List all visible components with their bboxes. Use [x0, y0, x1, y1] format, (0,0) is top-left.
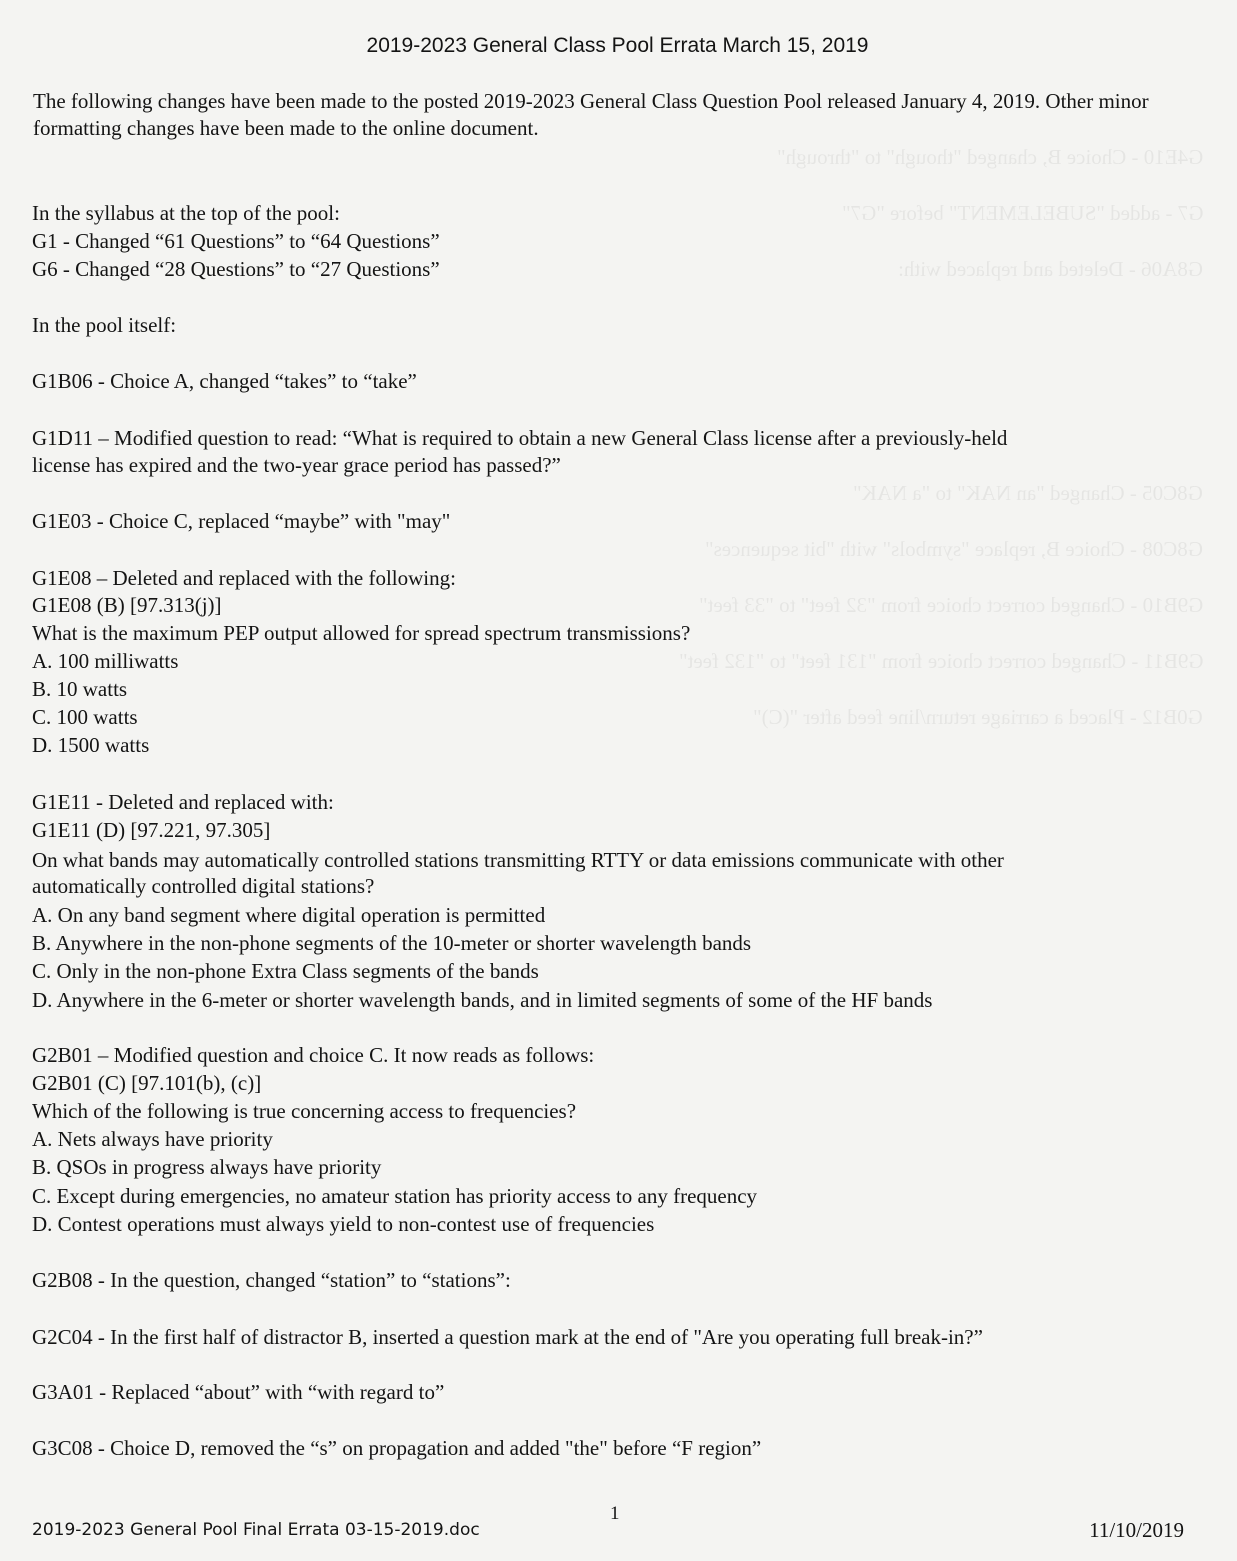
erratum-g2b01-choice-b: B. QSOs in progress always have priority: [32, 1155, 382, 1179]
erratum-g2b01-note: G2B01 – Modified question and choice C. It now reads as follows:: [32, 1043, 595, 1067]
erratum-g1e08-choice-c: C. 100 watts: [32, 705, 138, 729]
syllabus-g6: G6 - Changed “28 Questions” to “27 Questions”: [32, 257, 440, 281]
pool-heading: In the pool itself:: [32, 313, 177, 337]
erratum-g2b01-id: G2B01 (C) [97.101(b), (c)]: [32, 1071, 262, 1095]
erratum-g1e08-choice-d: D. 1500 watts: [32, 733, 150, 757]
erratum-g2c04: G2C04 - In the first half of distractor B, inserted a question mark at the end of "Are you operating full break-in?”: [32, 1325, 983, 1349]
erratum-g2b01-choice-c: C. Except during emergencies, no amateur station has priority access to any frequency: [32, 1184, 758, 1208]
show-through-text: G8C05 - Changed "an NAK" to "a NAK": [853, 481, 1203, 505]
erratum-g1e11-choice-c: C. Only in the non-phone Extra Class segments of the bands: [32, 959, 539, 983]
syllabus-heading: In the syllabus at the top of the pool:: [32, 201, 340, 225]
erratum-g1e11-question-line1: On what bands may automatically controlled stations transmitting RTTY or data emissions communicate with other: [32, 848, 1004, 872]
erratum-g1e11-question-line2: automatically controlled digital stations?: [32, 874, 375, 898]
erratum-g2b01-choice-d: D. Contest operations must always yield to non-contest use of frequencies: [32, 1212, 655, 1236]
footer-filename: 2019-2023 General Pool Final Errata 03-15-2019.doc: [32, 1520, 480, 1540]
erratum-g1e11-choice-d: D. Anywhere in the 6-meter or shorter wavelength bands, and in limited segments of some of the HF bands: [32, 988, 933, 1012]
erratum-g2b08: G2B08 - In the question, changed “station” to “stations”:: [32, 1268, 511, 1292]
erratum-g1e11-choice-b: B. Anywhere in the non-phone segments of the 10-meter or shorter wavelength bands: [32, 931, 752, 955]
page-title: 2019-2023 General Class Pool Errata March 15, 2019: [366, 34, 869, 57]
erratum-g1e08-id: G1E08 (B) [97.313(j)]: [32, 593, 222, 617]
show-through-text: G8A06 - Deleted and replaced with:: [898, 257, 1203, 281]
erratum-g1e11-id: G1E11 (D) [97.221, 97.305]: [32, 818, 271, 842]
syllabus-g1: G1 - Changed “61 Questions” to “64 Questions”: [32, 229, 440, 253]
erratum-g1d11-line1: G1D11 – Modified question to read: “What is required to obtain a new General Class license after a previously-held: [32, 426, 1008, 450]
show-through-text: G4E10 - Choice B, changed "though" to "through": [776, 145, 1203, 169]
erratum-g1e08-note: G1E08 – Deleted and replaced with the following:: [32, 566, 456, 590]
erratum-g1e11-note: G1E11 - Deleted and replaced with:: [32, 790, 334, 814]
erratum-g2b01-choice-a: A. Nets always have priority: [32, 1127, 273, 1151]
erratum-g2b01-question: Which of the following is true concerning access to frequencies?: [32, 1099, 577, 1123]
show-through-text: G8C08 - Choice B, replace "symbols" with "bit sequences": [705, 537, 1203, 561]
intro-paragraph: The following changes have been made to the posted 2019-2023 General Class Question Pool released January 4, 2019. Other minor formatting changes have been made to the online document.: [33, 89, 1149, 140]
erratum-g3c08: G3C08 - Choice D, removed the “s” on propagation and added "the" before “F region”: [32, 1436, 762, 1460]
erratum-g3a01: G3A01 - Replaced “about” with “with regard to”: [32, 1380, 445, 1404]
erratum-g1d11-line2: license has expired and the two-year grace period has passed?”: [32, 453, 561, 477]
erratum-g1e03: G1E03 - Choice C, replaced “maybe” with "may": [32, 509, 451, 533]
show-through-text: G7 - added "SUBELEMENT" before "G7": [841, 201, 1203, 225]
erratum-g1e11-choice-a: A. On any band segment where digital operation is permitted: [32, 903, 546, 927]
show-through-text: G9B11 - Changed correct choice from "131 feet" to "132 feet": [678, 649, 1203, 673]
show-through-text: G9B10 - Changed correct choice from "32 feet" to "33 feet": [698, 593, 1203, 617]
footer-date: 11/10/2019: [1089, 1518, 1184, 1542]
show-through-text: G0B12 - Placed a carriage return/line feed after "(C)": [753, 705, 1203, 729]
footer-page-number: 1: [610, 1503, 620, 1524]
erratum-g1b06: G1B06 - Choice A, changed “takes” to “take”: [32, 369, 417, 393]
erratum-g1e08-choice-b: B. 10 watts: [32, 677, 128, 701]
erratum-g1e08-choice-a: A. 100 milliwatts: [32, 649, 179, 673]
erratum-g1e08-question: What is the maximum PEP output allowed for spread spectrum transmissions?: [32, 621, 691, 645]
